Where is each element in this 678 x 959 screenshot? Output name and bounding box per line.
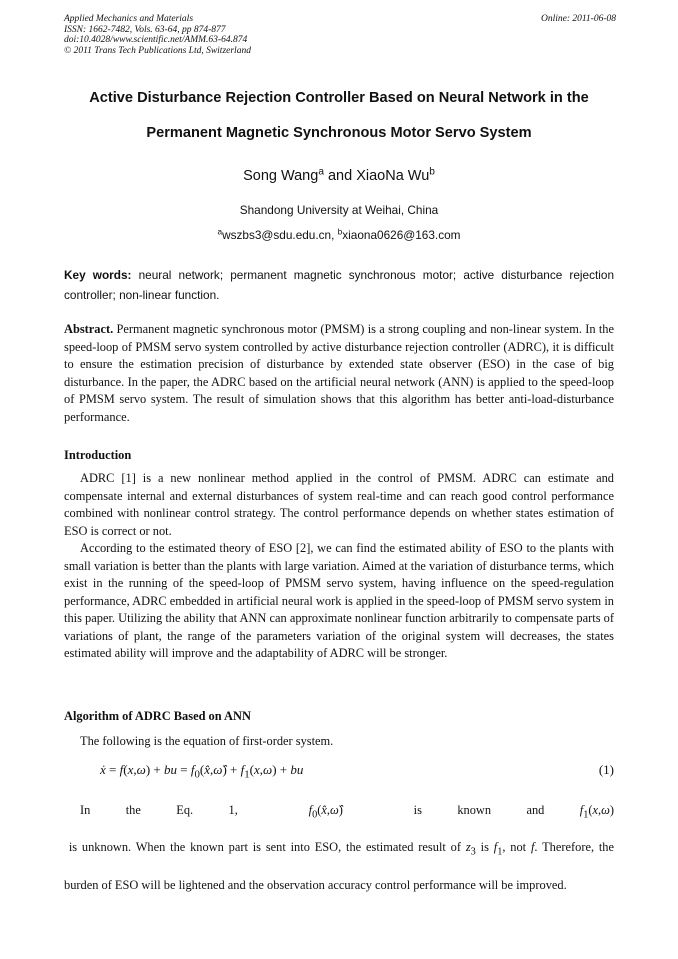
text-run: In the Eq. 1, [80, 803, 274, 817]
affiliation: Shandong University at Weihai, China [239, 203, 439, 217]
text-run: is unknown. When the known part is sent into ESO, the estimated result of [64, 840, 466, 855]
issn-line: ISSN: 1662-7482, Vols. 63-64, pp 874-877 [64, 24, 226, 35]
paper-title-line-1: Active Disturbance Rejection Controller Based on Neural Network in the [89, 90, 589, 106]
text-run: is known and [378, 803, 580, 817]
math-inline: $z_3$ [465, 840, 476, 858]
text-run: , not [502, 840, 531, 855]
text-run: is [475, 840, 494, 855]
author-conjunction: and [323, 168, 357, 184]
email-superscript: a [217, 227, 223, 237]
author-name: Song Wang [243, 168, 319, 184]
math-inline: f [530, 840, 535, 855]
math-inline: $f_1$ [493, 840, 503, 858]
paragraph: According to the estimated theory of ESO [2], we can find the estimated ability of ESO to the plants with small variation is better than the plants with large variation. Aimed at the variation of disturbance terms, which exist in the running of the speed-loop of PMSM servo system, having influence on the speed-regulation performance, ADRC embedded in artificial neural work is applied in the speed-loop of PMSM servo system in this paper. Utilizing the ability that ANN can approximate nonlinear function arbitrarily to compensate parts of variations of plant, the range of the parameters variation of the original system will decreases, the states estimated ability will improve and the adaptability of ADRC will be stronger. [64, 541, 614, 660]
paragraph-eq-explanation [64, 794, 618, 901]
paragraph: The following is the equation of first-order system. [80, 734, 334, 748]
online-date: Online: 2011-06-08 [540, 14, 616, 24]
paragraph: ADRC [1] is a new nonlinear method applied in the control of PMSM. ADRC can estimate and compensate internal and external disturbances of system real-time and can reach good control performance combined with nonlinear control strategy. The control performance depends on whether states estimation of ESO is correct or not. [64, 471, 614, 538]
journal-name: Applied Mechanics and Materials [64, 14, 194, 24]
abstract [64, 321, 618, 426]
email-superscript: b [337, 227, 343, 237]
author-superscript: b [429, 166, 435, 178]
math-inline: $f_0(x̂,\omegâ)$ [308, 803, 379, 821]
author-name: XiaoNa Wu [356, 168, 430, 184]
journal-header [64, 14, 616, 56]
equation-number: (1) [598, 762, 614, 777]
copyright-line: © 2011 Trans Tech Publications Ltd, Switzerland [64, 45, 251, 56]
math-inline: $f_1(x,\omega)$ [579, 803, 614, 821]
email-address: wszbs3@sdu.edu.cn, [222, 228, 338, 242]
doi-line: doi:10.4028/www.scientific.net/AMM.63-64.874 [64, 35, 248, 46]
abstract-label: Abstract. [64, 322, 114, 336]
text-run: . Therefore, the burden of ESO will be lightened and the observation accuracy control performance will be improved. [64, 840, 618, 892]
email-address: xiaona0626@163.com [342, 228, 461, 242]
email-line [0, 228, 678, 242]
abstract-text: Permanent magnetic synchronous motor (PMSM) is a strong coupling and non-linear system. In the speed-loop of PMSM servo system controlled by active disturbance rejection controller (ADRC), it is difficult to ensure the estimation precision of disturbance by extended state observer (ESO) in the case of big disturbance. In the paper, the ADRC based on the artificial neural network (ANN) is applied to the speed-loop of PMSM servo system. The result of simulation shows that this algorithm has better anti-load-disturbance performance. [64, 322, 618, 424]
author-superscript: a [318, 166, 324, 178]
keywords [64, 265, 618, 305]
author-list [0, 168, 678, 184]
equation-1: ẋ = f(x,ω) + bu = $f_0(x̂,\omegâ) + f_1(x,\omega)$ + bu (1) [100, 762, 614, 781]
keywords-label: Key words: [64, 268, 132, 282]
section-heading-algorithm: Algorithm of ADRC Based on ANN [64, 709, 251, 723]
section-heading-introduction: Introduction [64, 448, 132, 462]
paper-title-line-2: Permanent Magnetic Synchronous Motor Servo System [146, 125, 532, 141]
introduction-body [64, 470, 614, 663]
keywords-text: neural network; permanent magnetic synchronous motor; active disturbance rejection controller; non-linear function. [64, 268, 618, 302]
